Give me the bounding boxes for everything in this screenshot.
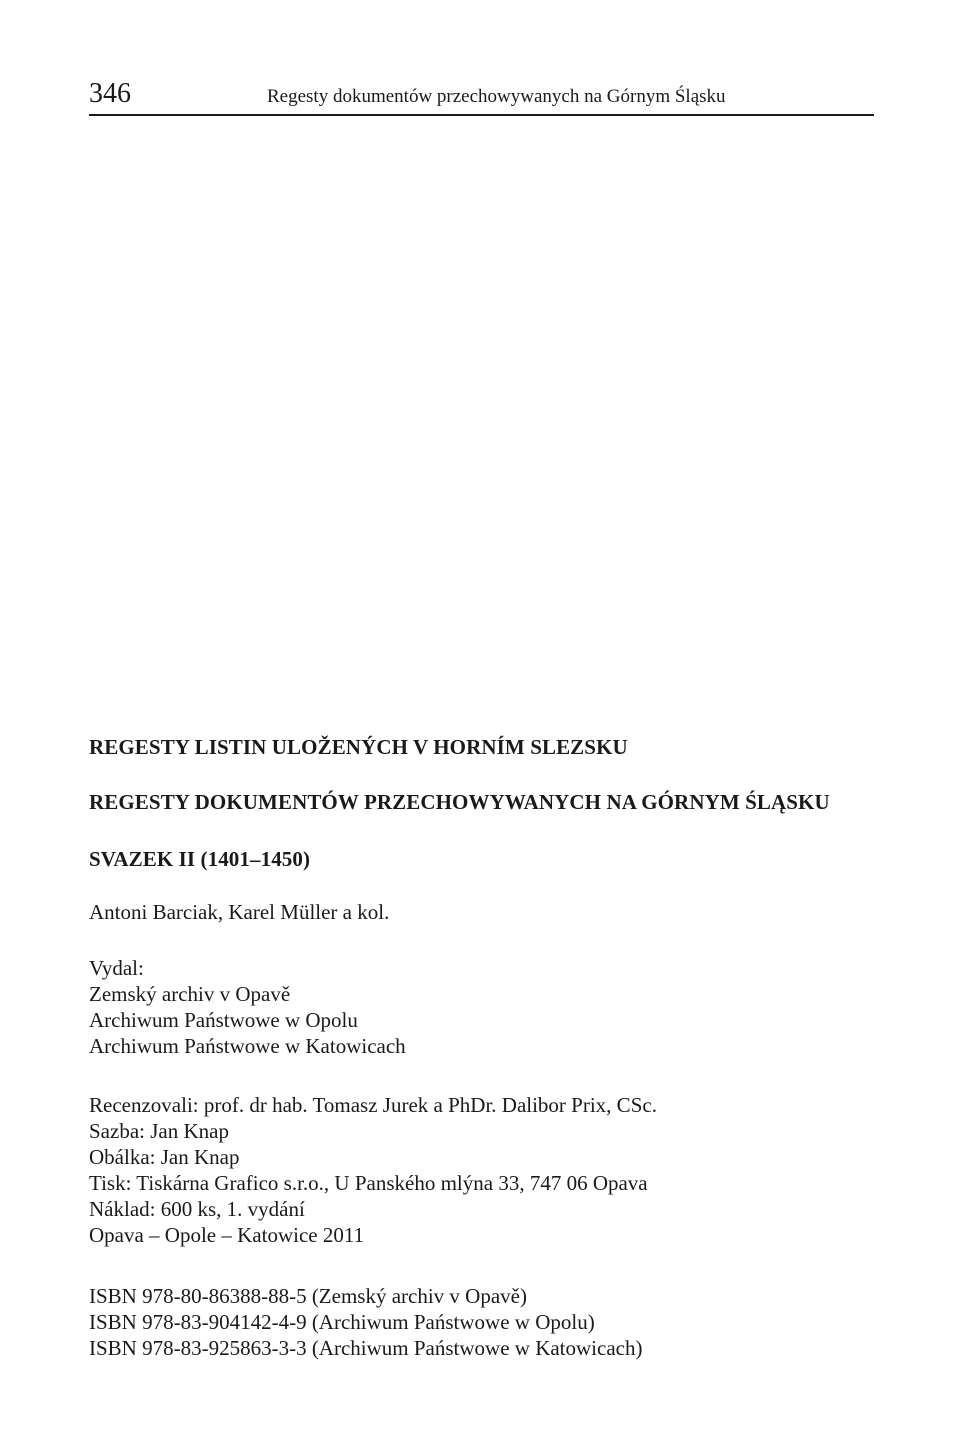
isbn-line: ISBN 978-83-904142-4-9 (Archiwum Państwowe w Opolu) <box>89 1310 595 1334</box>
isbn-line: ISBN 978-83-925863-3-3 (Archiwum Państwowe w Katowicach) <box>89 1336 643 1360</box>
publisher-block <box>89 955 406 1059</box>
credits-block <box>89 1092 657 1248</box>
places-year-line: Opava – Opole – Katowice 2011 <box>89 1223 365 1247</box>
authors: Antoni Barciak, Karel Müller a kol. <box>89 900 390 924</box>
typesetting-line: Sazba: Jan Knap <box>89 1119 229 1143</box>
publisher-institution: Archiwum Państwowe w Katowicach <box>89 1034 406 1058</box>
publisher-institution: Archiwum Państwowe w Opolu <box>89 1008 358 1032</box>
polish-title: REGESTY DOKUMENTÓW PRZECHOWYWANYCH NA GÓRNYM ŚLĄSKU <box>89 790 830 814</box>
page-header <box>89 78 874 114</box>
isbn-block <box>89 1283 642 1361</box>
publisher-label: Vydal: <box>89 956 144 980</box>
edition-line: Náklad: 600 ks, 1. vydání <box>89 1197 305 1221</box>
isbn-line: ISBN 978-80-86388-88-5 (Zemský archiv v Opavě) <box>89 1284 527 1308</box>
volume-title: SVAZEK II (1401–1450) <box>89 847 311 871</box>
print-line: Tisk: Tiskárna Grafico s.r.o., U Panského mlýna 33, 747 06 Opava <box>89 1171 648 1195</box>
header-rule <box>89 114 874 116</box>
reviewers-line: Recenzovali: prof. dr hab. Tomasz Jurek a PhDr. Dalibor Prix, CSc. <box>89 1093 657 1117</box>
page-number: 346 <box>89 78 131 109</box>
czech-title: REGESTY LISTIN ULOŽENÝCH V HORNÍM SLEZSKU <box>89 735 628 759</box>
running-title: Regesty dokumentów przechowywanych na Górnym Śląsku <box>267 86 726 107</box>
cover-line: Obálka: Jan Knap <box>89 1145 240 1169</box>
publisher-institution: Zemský archiv v Opavě <box>89 982 291 1006</box>
